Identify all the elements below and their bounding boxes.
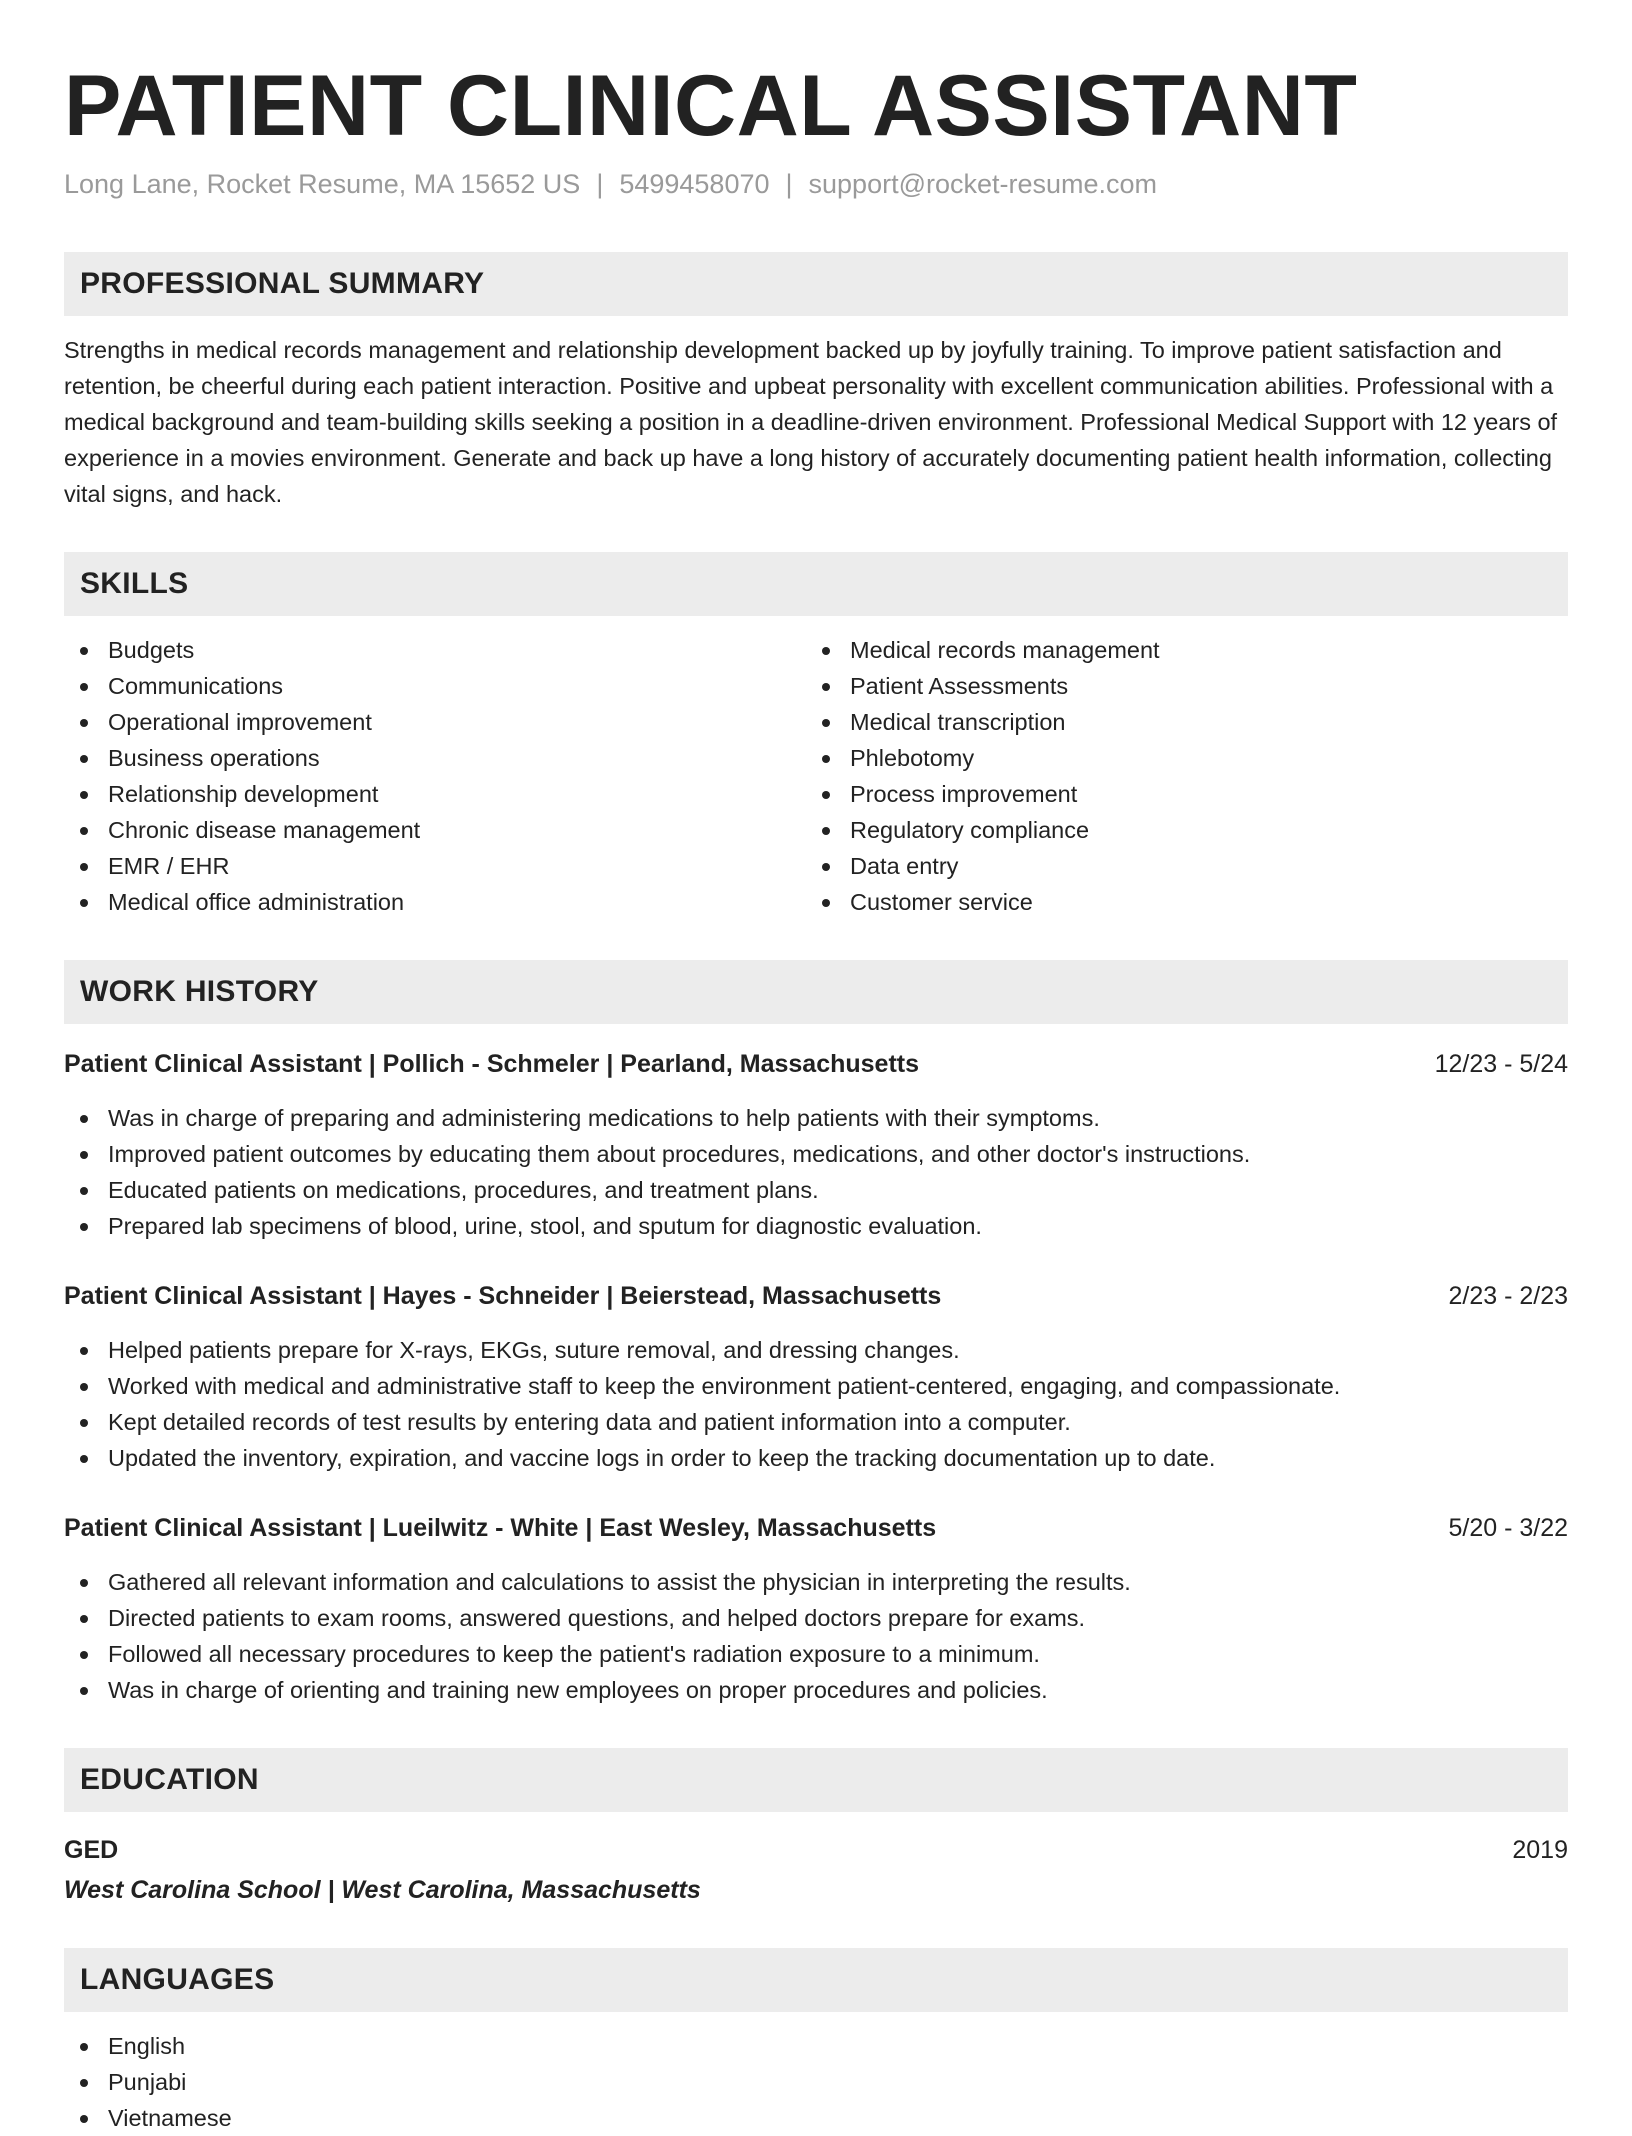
skill-item-text: Medical records management (850, 637, 1160, 663)
bullet-icon (80, 2043, 88, 2051)
job-bullet (64, 1600, 1568, 1636)
skill-item (64, 884, 806, 920)
skills-heading: SKILLS (64, 552, 1568, 616)
bullet-icon (822, 683, 830, 691)
skill-item-text: Phlebotomy (850, 745, 975, 771)
bullet-icon (80, 1187, 88, 1195)
bullet-icon (822, 719, 830, 727)
skill-item-text: EMR / EHR (108, 853, 230, 879)
skill-item (806, 632, 1548, 668)
bullet-icon (822, 791, 830, 799)
skill-item-text: Budgets (108, 637, 195, 663)
job-title: Patient Clinical Assistant | Hayes - Schneider | Beierstead, Massachusetts (64, 1282, 942, 1310)
skill-item-text: Business operations (108, 745, 320, 771)
education-degree: GED (64, 1836, 119, 1864)
job-dates: 5/20 - 3/22 (1448, 1514, 1568, 1542)
education-school: West Carolina School | West Carolina, Massachusetts (64, 1876, 701, 1904)
bullet-icon (80, 1651, 88, 1659)
bullet-icon (80, 1151, 88, 1159)
bullet-icon (80, 1579, 88, 1587)
job-bullet (64, 1208, 1568, 1244)
job-entry (64, 1046, 1568, 1244)
skill-item (64, 668, 806, 704)
job-bullet-text: Was in charge of orienting and training new employees on proper procedures and policies. (108, 1677, 1048, 1703)
skill-item (64, 848, 806, 884)
job-bullet (64, 1172, 1568, 1208)
skill-item-text: Operational improvement (108, 709, 372, 735)
skill-item (806, 740, 1548, 776)
language-item-text: English (108, 2033, 186, 2059)
summary-text: Strengths in medical records management and relationship development backed up by joyfully training. To improve patient satisfaction and retention, be cheerful during each patient interaction. Positive and upbeat personality with excellent communication abilities. Professional with a medical background and team-building skills seeking a position in a deadline-driven environment. Professional Medical Support with 12 years of experience in a movies environment. Generate and back up have a long history of accurately documenting patient health information, collecting vital signs, and hack. (64, 337, 1558, 507)
skill-item-text: Medical office administration (108, 889, 405, 915)
summary-heading: PROFESSIONAL SUMMARY (64, 252, 1568, 316)
job-bullets (64, 1100, 1568, 1244)
bullet-icon (80, 1223, 88, 1231)
languages-list (64, 2028, 1568, 2136)
job-head (64, 1510, 1568, 1546)
skill-item (806, 848, 1548, 884)
work-history-heading: WORK HISTORY (64, 960, 1568, 1024)
bullet-icon (80, 1115, 88, 1123)
skill-item-text: Communications (108, 673, 284, 699)
bullet-icon (80, 1615, 88, 1623)
job-bullet (64, 1404, 1568, 1440)
job-title: Patient Clinical Assistant | Pollich - Schmeler | Pearland, Massachusetts (64, 1050, 920, 1078)
skill-item (64, 812, 806, 848)
job-bullet (64, 1672, 1568, 1708)
language-item (64, 2100, 1568, 2136)
contact-email[interactable]: support@rocket-resume.com (808, 169, 1158, 199)
job-entry (64, 1510, 1568, 1708)
job-dates: 12/23 - 5/24 (1434, 1050, 1568, 1078)
job-bullet (64, 1100, 1568, 1136)
bullet-icon (80, 827, 88, 835)
contact-phone: 5499458070 (619, 169, 770, 199)
job-head (64, 1046, 1568, 1082)
job-dates: 2/23 - 2/23 (1448, 1282, 1568, 1310)
bullet-icon (80, 1383, 88, 1391)
skill-item-text: Regulatory compliance (850, 817, 1090, 843)
bullet-icon (80, 791, 88, 799)
education-head (64, 1832, 1568, 1868)
skill-item (806, 776, 1548, 812)
bullet-icon (80, 1687, 88, 1695)
job-entry (64, 1278, 1568, 1476)
bullet-icon (80, 1419, 88, 1427)
contact-address: Long Lane, Rocket Resume, MA 15652 US (64, 169, 581, 199)
skill-item (64, 740, 806, 776)
job-bullet-text: Improved patient outcomes by educating them about procedures, medications, and other doctor's instructions. (108, 1141, 1251, 1167)
job-bullet-text: Educated patients on medications, procedures, and treatment plans. (108, 1177, 819, 1203)
bullet-icon (822, 863, 830, 871)
bullet-icon (80, 2079, 88, 2087)
job-bullet-text: Helped patients prepare for X-rays, EKGs, suture removal, and dressing changes. (108, 1337, 960, 1363)
contact-separator: | (785, 169, 793, 199)
skill-item-text: Relationship development (108, 781, 379, 807)
education-year: 2019 (1512, 1836, 1568, 1864)
bullet-icon (80, 755, 88, 763)
skill-item (64, 632, 806, 668)
skill-item (64, 704, 806, 740)
job-bullet-text: Kept detailed records of test results by entering data and patient information into a computer. (108, 1409, 1071, 1435)
skill-item-text: Chronic disease management (108, 817, 421, 843)
job-bullet (64, 1440, 1568, 1476)
job-bullet-text: Followed all necessary procedures to keep the patient's radiation exposure to a minimum. (108, 1641, 1040, 1667)
contact-line (64, 166, 1568, 202)
candidate-name: PATIENT CLINICAL ASSISTANT (64, 58, 1358, 154)
job-title: Patient Clinical Assistant | Lueilwitz - White | East Wesley, Massachusetts (64, 1514, 937, 1542)
skill-item (806, 884, 1548, 920)
skills-list-left (64, 632, 806, 920)
bullet-icon (80, 647, 88, 655)
language-item (64, 2064, 1568, 2100)
job-bullet-text: Prepared lab specimens of blood, urine, stool, and sputum for diagnostic evaluation. (108, 1213, 982, 1239)
job-bullet (64, 1368, 1568, 1404)
bullet-icon (80, 2115, 88, 2123)
job-bullets (64, 1564, 1568, 1708)
skill-item (64, 776, 806, 812)
bullet-icon (80, 863, 88, 871)
job-bullet-text: Updated the inventory, expiration, and vaccine logs in order to keep the tracking documentation up to date. (108, 1445, 1216, 1471)
resume-page (64, 0, 1568, 2136)
job-bullet (64, 1332, 1568, 1368)
education-heading: EDUCATION (64, 1748, 1568, 1812)
contact-separator: | (596, 169, 604, 199)
languages-heading: LANGUAGES (64, 1948, 1568, 2012)
education-entry (64, 1832, 1568, 1908)
skill-item (806, 812, 1548, 848)
skill-item-text: Medical transcription (850, 709, 1066, 735)
skills-list-right (806, 632, 1548, 920)
bullet-icon (822, 755, 830, 763)
bullet-icon (80, 1455, 88, 1463)
bullet-icon (822, 899, 830, 907)
skills-grid (64, 632, 1568, 920)
skill-item (806, 668, 1548, 704)
job-bullet-text: Gathered all relevant information and calculations to assist the physician in interpreting the results. (108, 1569, 1131, 1595)
job-bullet (64, 1564, 1568, 1600)
bullet-icon (822, 827, 830, 835)
bullet-icon (80, 899, 88, 907)
bullet-icon (80, 683, 88, 691)
job-head (64, 1278, 1568, 1314)
skill-item-text: Process improvement (850, 781, 1078, 807)
bullet-icon (80, 1347, 88, 1355)
language-item-text: Vietnamese (108, 2105, 232, 2131)
skill-item-text: Customer service (850, 889, 1033, 915)
skill-item (806, 704, 1548, 740)
language-item (64, 2028, 1568, 2064)
work-history-list (64, 1046, 1568, 1708)
job-bullets (64, 1332, 1568, 1476)
job-bullet-text: Directed patients to exam rooms, answered questions, and helped doctors prepare for exams. (108, 1605, 1086, 1631)
job-bullet (64, 1636, 1568, 1672)
job-bullet-text: Worked with medical and administrative staff to keep the environment patient-centered, engaging, and compassionate. (108, 1373, 1341, 1399)
job-bullet-text: Was in charge of preparing and administering medications to help patients with their symptoms. (108, 1105, 1100, 1131)
skill-item-text: Patient Assessments (850, 673, 1069, 699)
bullet-icon (80, 719, 88, 727)
bullet-icon (822, 647, 830, 655)
job-bullet (64, 1136, 1568, 1172)
language-item-text: Punjabi (108, 2069, 187, 2095)
skill-item-text: Data entry (850, 853, 959, 879)
